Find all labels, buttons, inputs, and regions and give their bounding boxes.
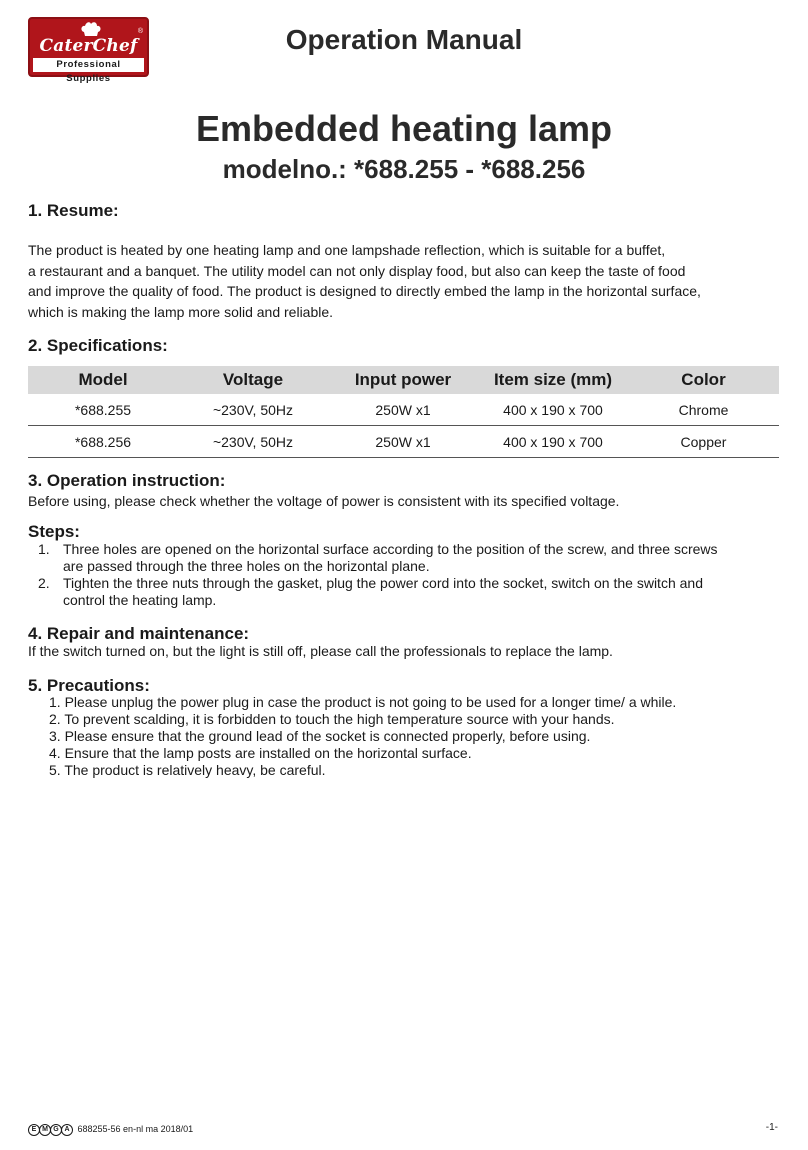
specifications-heading: 2. Specifications: [28, 336, 168, 355]
cell-item-size: 400 x 190 x 700 [478, 394, 628, 426]
list-item: 4. Ensure that the lamp posts are installed on the horizontal surface. [49, 745, 472, 761]
column-header-input-power: Input power [328, 366, 478, 394]
list-item: 2. To prevent scalding, it is forbidden to touch the high temperature source with your hands. [49, 711, 615, 727]
precautions-heading: 5. Precautions: [28, 676, 150, 695]
table-row [28, 426, 779, 458]
document-subtitle: modelno.: *688.255 - *688.256 [222, 154, 586, 184]
page-number: -1- [765, 1122, 778, 1133]
document-title: Embedded heating lamp [195, 108, 613, 149]
step-line: Three holes are opened on the horizontal surface according to the position of the screw, and three screws [63, 541, 718, 557]
cell-model: *688.256 [28, 426, 178, 458]
document-code: 688255-56 en-nl ma 2018/01 [77, 1123, 194, 1134]
resume-line: The product is heated by one heating lamp and one lampshade reflection, which is suitable for a buffet, [28, 242, 666, 258]
list-item [28, 541, 788, 575]
cell-voltage: ~230V, 50Hz [178, 426, 328, 458]
logo-brand: CaterChef [39, 36, 138, 56]
column-header-voltage: Voltage [178, 366, 328, 394]
cell-color: Copper [628, 426, 779, 458]
column-header-item-size: Item size (mm) [478, 366, 628, 394]
table-header-row [28, 366, 779, 394]
cell-model: *688.255 [28, 394, 178, 426]
step-line: control the heating lamp. [63, 592, 217, 608]
step-number: 2. [38, 575, 50, 591]
emga-letter: G [50, 1124, 62, 1136]
cell-input-power: 250W x1 [328, 394, 478, 426]
emga-letter: A [61, 1124, 73, 1136]
resume-text [28, 240, 788, 322]
header-title: Operation Manual [285, 24, 523, 55]
emga-letter: M [39, 1124, 51, 1136]
repair-heading: 4. Repair and maintenance: [28, 624, 250, 643]
step-number: 1. [38, 541, 50, 557]
cell-input-power: 250W x1 [328, 426, 478, 458]
table-row [28, 394, 779, 426]
logo-tagline: Professional Supplies [33, 58, 144, 72]
operation-heading: 3. Operation instruction: [28, 471, 226, 490]
footer [28, 1123, 193, 1136]
cell-color: Chrome [628, 394, 779, 426]
resume-line: which is making the lamp more solid and reliable. [28, 303, 334, 320]
column-header-color: Color [628, 366, 779, 394]
steps-list [28, 541, 788, 609]
specifications-table [28, 366, 779, 458]
logo-registered-mark: ® [137, 28, 143, 35]
cell-voltage: ~230V, 50Hz [178, 394, 328, 426]
precautions-list [49, 694, 808, 779]
resume-heading: 1. Resume: [28, 201, 119, 220]
list-item: 3. Please ensure that the ground lead of the socket is connected properly, before using. [49, 728, 591, 744]
operation-text: Before using, please check whether the voltage of power is consistent with its specified voltage. [28, 493, 620, 509]
list-item [28, 575, 788, 609]
resume-line: and improve the quality of food. The product is designed to directly embed the lamp in the horizontal surface, [28, 283, 701, 299]
emga-logo [28, 1123, 72, 1136]
resume-line: a restaurant and a banquet. The utility model can not only display food, but also can keep the taste of food [28, 262, 686, 279]
repair-text: If the switch turned on, but the light is still off, please call the professionals to replace the lamp. [28, 643, 613, 659]
step-line: are passed through the three holes on the horizontal plane. [63, 558, 430, 574]
cell-item-size: 400 x 190 x 700 [478, 426, 628, 458]
list-item: 1. Please unplug the power plug in case the product is not going to be used for a longer time/ a while. [49, 694, 677, 710]
emga-letter: E [28, 1124, 40, 1136]
column-header-model: Model [28, 366, 178, 394]
steps-heading: Steps: [28, 522, 80, 541]
step-line: Tighten the three nuts through the gasket, plug the power cord into the socket, switch on the switch and [63, 575, 703, 591]
list-item: 5. The product is relatively heavy, be careful. [49, 762, 326, 778]
